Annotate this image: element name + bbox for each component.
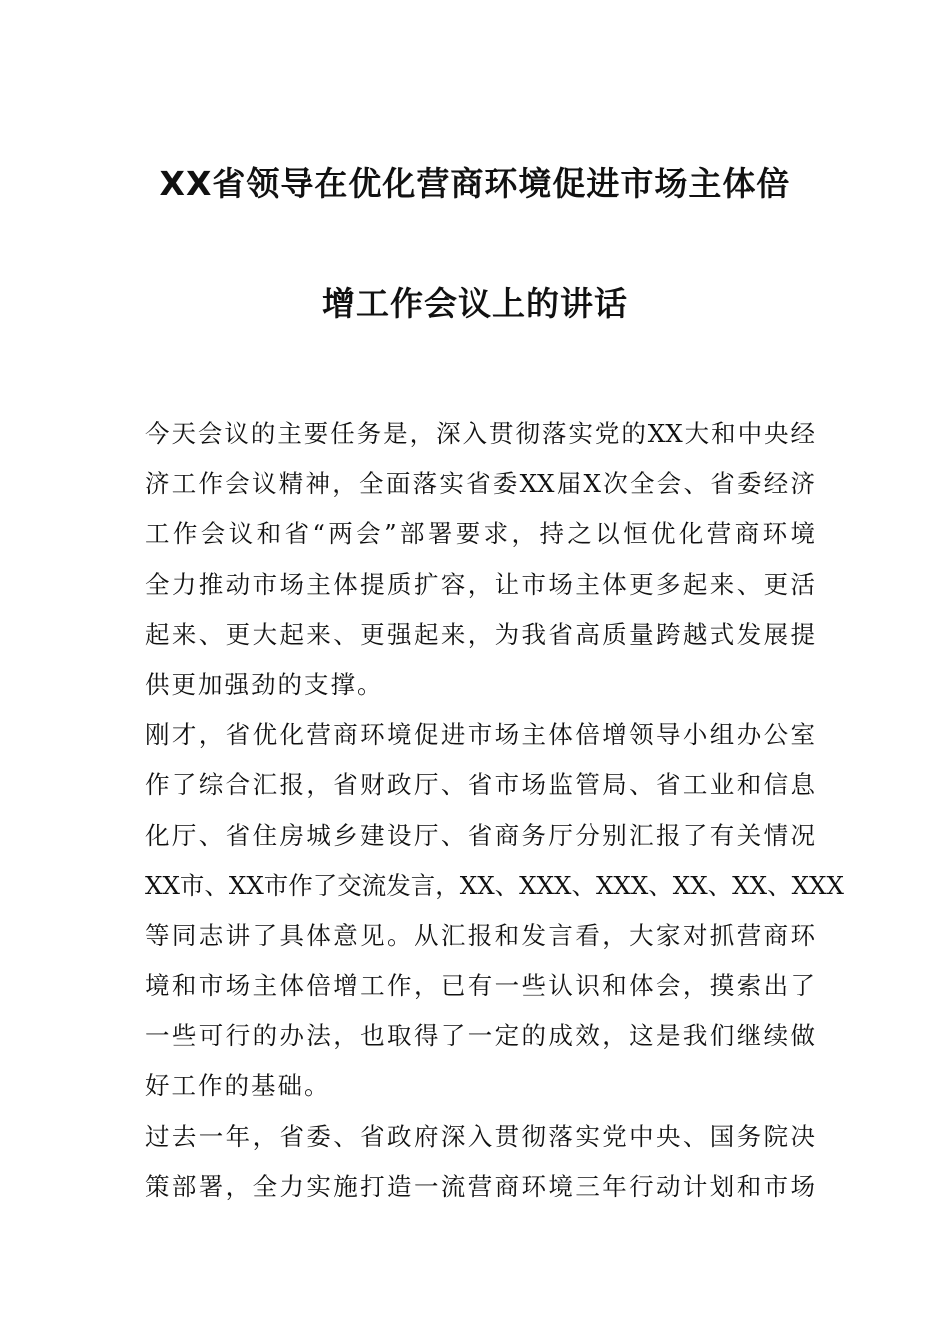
document-title-line-2: 增工作会议上的讲话 — [322, 284, 628, 323]
paragraph-line: 济工作会议精神，全面落实省委XX届X次全会、省委经济 — [145, 469, 815, 499]
paragraph-line: 等同志讲了具体意见。从汇报和发言看，大家对抓营商环 — [145, 920, 815, 950]
paragraph-2 — [145, 710, 844, 1112]
paragraph-line: 起来、更大起来、更强起来，为我省高质量跨越式发展提 — [145, 619, 815, 649]
paragraph-line: 化厅、省住房城乡建设厅、省商务厅分别汇报了有关情况 — [145, 820, 815, 850]
paragraph-line: 今天会议的主要任务是，深入贯彻落实党的XX大和中央经 — [145, 419, 815, 448]
paragraph-line: 境和市场主体倍增工作，已有一些认识和体会，摸索出了 — [145, 971, 815, 1001]
paragraph-line: 作了综合汇报，省财政厅、省市场监管局、省工业和信息 — [145, 770, 815, 800]
paragraph-line: XX市、XX市作了交流发言，XX、XXX、XXX、XX、XX、XXX — [145, 870, 844, 900]
paragraph-line: 过去一年，省委、省政府深入贯彻落实党中央、国务院决 — [145, 1121, 815, 1151]
paragraph-3 — [145, 1112, 815, 1212]
paragraph-line: 策部署，全力实施打造一流营商环境三年行动计划和市场 — [145, 1171, 815, 1201]
document-title-line-1: XX省领导在优化营商环境促进市场主体倍 — [159, 164, 791, 203]
document-body — [145, 409, 844, 1212]
paragraph-1 — [145, 409, 815, 710]
paragraph-line: 一些可行的办法，也取得了一定的成效，这是我们继续做 — [145, 1021, 815, 1051]
paragraph-line: 刚才，省优化营商环境促进市场主体倍增领导小组办公室 — [145, 720, 815, 750]
paragraph-line: 全力推动市场主体提质扩容，让市场主体更多起来、更活 — [145, 569, 815, 599]
paragraph-line: 工作会议和省“两会”部署要求，持之以恒优化营商环境 — [145, 519, 815, 549]
paragraph-line: 供更加强劲的支撑。 — [145, 669, 384, 699]
paragraph-line: 好工作的基础。 — [145, 1071, 331, 1101]
